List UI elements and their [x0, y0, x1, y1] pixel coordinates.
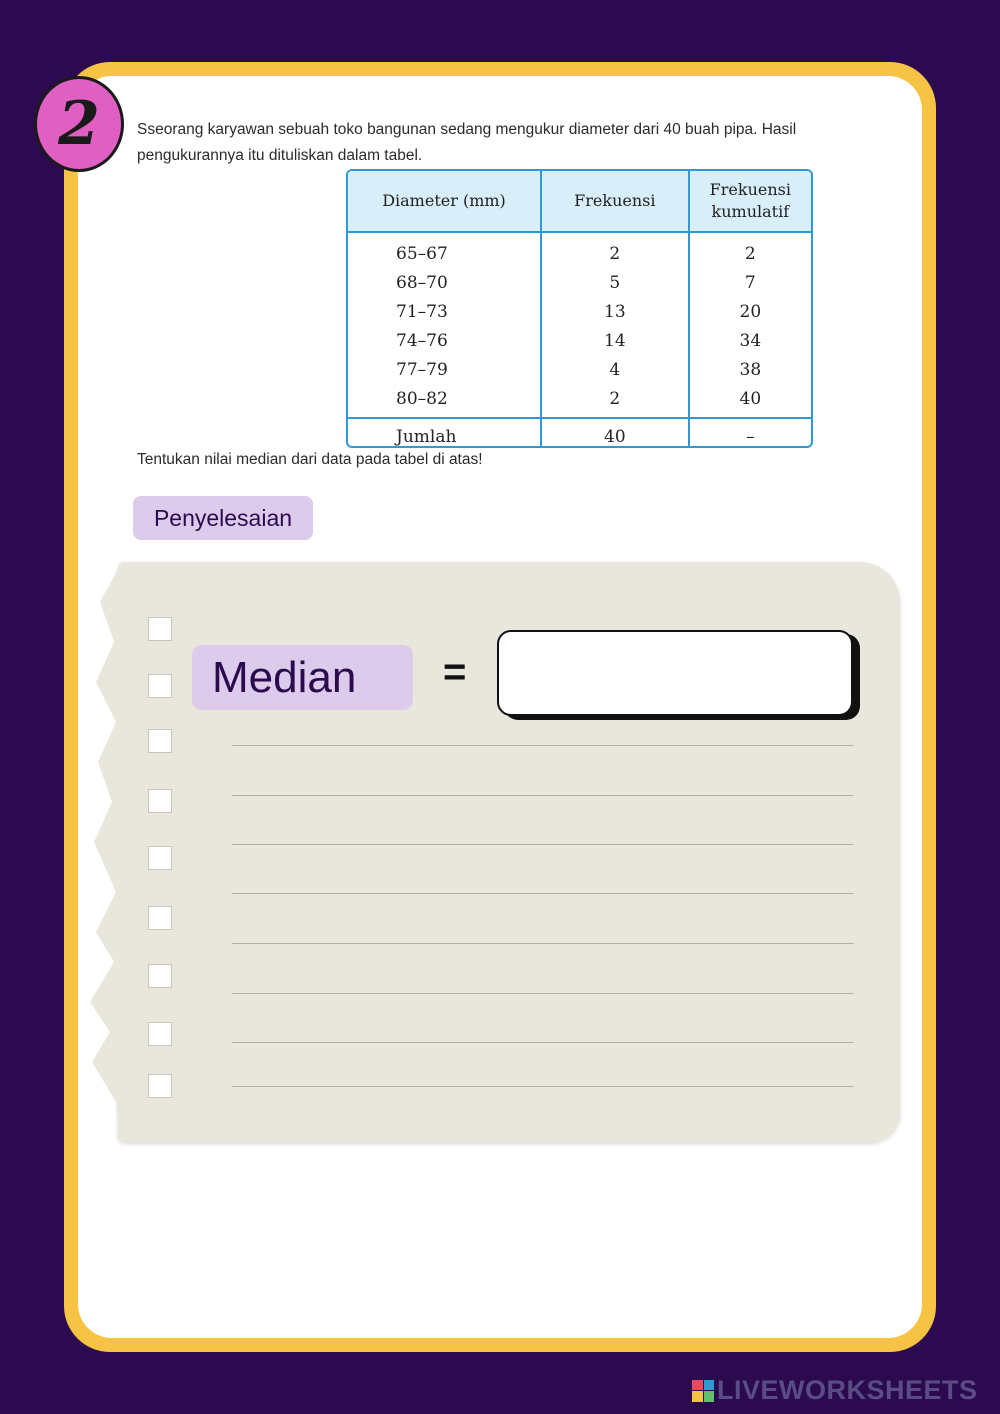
table-cell: 71–73: [348, 297, 541, 326]
table-cell: 80–82: [348, 384, 541, 418]
paper-hole: [148, 674, 172, 698]
table-cell: 2: [541, 232, 689, 268]
table-cell: 14: [541, 326, 689, 355]
paper-hole: [148, 1022, 172, 1046]
writing-line: [232, 1042, 854, 1043]
table-cell: 68–70: [348, 268, 541, 297]
table-cell: 38: [739, 359, 762, 380]
writing-line: [232, 795, 854, 796]
table-cell: 7: [744, 272, 756, 293]
table-total-row: [348, 418, 811, 448]
table-cell: 4: [541, 355, 689, 384]
question-text: Sseorang karyawan sebuah toko bangunan sedang mengukur diameter dari 40 buah pipa. Hasil pengukurannya itu dituliskan dalam tabel.: [137, 121, 797, 164]
writing-line: [232, 1086, 854, 1087]
median-label: Median: [192, 645, 413, 710]
table-row: [348, 268, 811, 297]
torn-edge-decoration: [86, 562, 130, 1142]
writing-line: [232, 844, 854, 845]
median-answer-input[interactable]: [497, 630, 853, 716]
question-number: 2: [58, 89, 100, 159]
table-row: [348, 384, 811, 418]
table-cell: 65–67: [348, 232, 541, 268]
table-cell: 2: [744, 243, 756, 264]
table-row: [348, 232, 811, 268]
table-cell: –: [689, 418, 811, 448]
writing-line: [232, 943, 854, 944]
table-row: [348, 355, 811, 384]
table-cell: 77–79: [348, 355, 541, 384]
table-cell: 74–76: [348, 326, 541, 355]
table-cell: 40: [541, 418, 689, 448]
liveworksheets-brand: [692, 1375, 978, 1406]
question-number-badge: [34, 76, 124, 172]
paper-hole: [148, 846, 172, 870]
table-header-diameter: Diameter (mm): [348, 171, 541, 232]
brand-text: LIVEWORKSHEETS: [717, 1375, 978, 1405]
paper-hole: [148, 1074, 172, 1098]
table-cell: 40: [739, 388, 762, 409]
table-header-kumulatif: Frekuensi kumulatif: [689, 171, 811, 232]
writing-line: [232, 993, 854, 994]
section-label: Penyelesaian: [133, 496, 313, 540]
writing-line: [232, 745, 854, 746]
equals-sign: =: [443, 650, 467, 694]
table-cell: 5: [541, 268, 689, 297]
table-cell: 20: [739, 301, 762, 322]
frequency-table: [346, 169, 813, 448]
table-row: [348, 297, 811, 326]
paper-hole: [148, 964, 172, 988]
table-header-frekuensi: Frekuensi: [541, 171, 689, 232]
paper-hole: [148, 789, 172, 813]
table-cell: 34: [739, 330, 762, 351]
table-cell: 13: [541, 297, 689, 326]
writing-line: [232, 893, 854, 894]
paper-hole: [148, 906, 172, 930]
table-cell: 2: [541, 384, 689, 418]
table-cell: Jumlah: [348, 418, 541, 448]
paper-hole: [148, 729, 172, 753]
paper-hole: [148, 617, 172, 641]
liveworksheets-logo-icon: [692, 1380, 714, 1402]
table-row: [348, 326, 811, 355]
task-prompt: Tentukan nilai median dari data pada tabel di atas!: [137, 451, 483, 468]
